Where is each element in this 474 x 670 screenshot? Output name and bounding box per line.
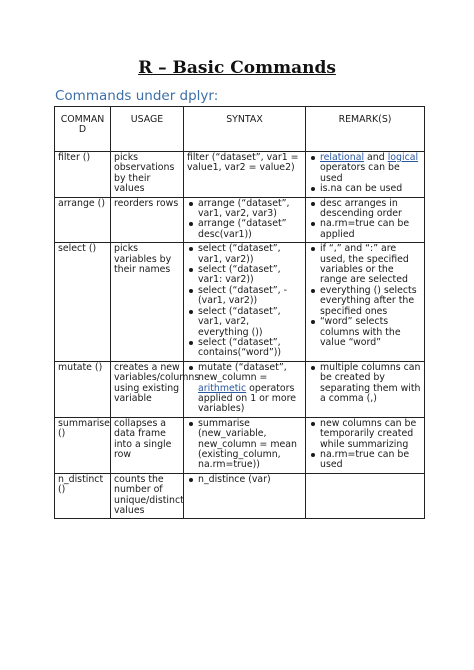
command-cell: mutate () [55, 361, 111, 417]
remark-item: desc arranges in descending order [320, 199, 421, 220]
remarks-list [309, 244, 421, 348]
remarks-list [309, 363, 421, 405]
remarks-cell [306, 152, 425, 198]
remark-item: “word” selects columns with the value “word” [320, 317, 421, 348]
syntax-list [187, 475, 302, 485]
remark-item: multiple columns can be created by separating them with a comma (,) [320, 361, 421, 404]
syntax-item: n_distince (var) [198, 475, 302, 485]
syntax-list [187, 244, 302, 358]
table-row [55, 152, 425, 198]
syntax-item: select (“dataset”, var1, var2)) [198, 244, 302, 265]
commands-table [54, 106, 425, 519]
table-row [55, 473, 425, 519]
usage-cell: counts the number of unique/distinct values [111, 473, 184, 519]
header-remarks: REMARK(S) [306, 107, 425, 152]
syntax-cell: filter (“dataset”, var1 = value1, var2 = value2) [184, 152, 306, 198]
table-row [55, 243, 425, 361]
syntax-text: operators applied on 1 or more variables) [198, 382, 297, 415]
remarks-list [309, 419, 421, 471]
remarks-cell [306, 473, 425, 519]
remark-item: na.rm=true can be used [320, 450, 421, 471]
remark-item [320, 153, 421, 184]
command-cell: arrange () [55, 197, 111, 243]
syntax-cell [184, 243, 306, 361]
syntax-item: select (“dataset”, -(var1, var2)) [198, 286, 302, 307]
table-row [55, 361, 425, 417]
remarks-cell [306, 417, 425, 473]
usage-cell: picks variables by their names [111, 243, 184, 361]
syntax-item [198, 363, 302, 415]
section-subtitle: Commands under dplyr: [55, 88, 219, 104]
remark-item: na.rm=true can be applied [320, 219, 421, 240]
remark-item: is.na can be used [320, 184, 421, 194]
table-row [55, 197, 425, 243]
syntax-cell [184, 473, 306, 519]
syntax-list [187, 419, 302, 471]
header-syntax: SYNTAX [184, 107, 306, 152]
remark-item: everything () selects everything after the specified ones [320, 286, 421, 317]
remarks-cell [306, 197, 425, 243]
syntax-cell [184, 197, 306, 243]
usage-cell: reorders rows [111, 197, 184, 243]
syntax-item: arrange (“dataset”, var1, var2, var3) [198, 199, 302, 220]
arithmetic-link[interactable]: arithmetic [198, 382, 247, 394]
header-command-line1: COMMAN [60, 114, 105, 125]
command-cell: filter () [55, 152, 111, 198]
header-command [55, 107, 111, 152]
remarks-cell [306, 243, 425, 361]
command-cell: n_distinct () [55, 473, 111, 519]
table-row [55, 417, 425, 473]
syntax-text: mutate (“dataset”, new_column = [198, 361, 287, 384]
usage-cell: picks observations by their values [111, 152, 184, 198]
usage-cell: collapses a data frame into a single row [111, 417, 184, 473]
syntax-list [187, 363, 302, 415]
syntax-cell [184, 417, 306, 473]
command-cell: select () [55, 243, 111, 361]
syntax-item: arrange (“dataset” desc(var1)) [198, 219, 302, 240]
relational-link[interactable]: relational [320, 152, 365, 163]
remark-item: new columns can be temporarily created while summarizing [320, 419, 421, 450]
remarks-list [309, 199, 421, 241]
syntax-item: select (“dataset”, var1, var2, everything ()) [198, 307, 302, 338]
syntax-item: summarise (new_variable, new_column = mean (existing_column, na.rm=true)) [198, 419, 302, 471]
command-cell: summarise () [55, 417, 111, 473]
logical-link[interactable]: logical [387, 152, 419, 163]
remark-text: and [364, 152, 388, 163]
remarks-list [309, 153, 421, 195]
syntax-cell [184, 361, 306, 417]
header-usage: USAGE [111, 107, 184, 152]
table-header-row [55, 107, 425, 152]
page-title: R – Basic Commands [138, 58, 336, 78]
remark-item: if “,” and “:” are used, the specified variables or the range are selected [320, 244, 421, 286]
usage-cell: creates a new variables/columns using existing variable [111, 361, 184, 417]
remarks-cell [306, 361, 425, 417]
syntax-item: select (“dataset”, contains(“word”)) [198, 338, 302, 359]
header-command-line2: D [78, 124, 87, 136]
syntax-list [187, 199, 302, 241]
syntax-item: select (“dataset”, var1: var2)) [198, 265, 302, 286]
remark-text: operators can be used [320, 162, 400, 184]
